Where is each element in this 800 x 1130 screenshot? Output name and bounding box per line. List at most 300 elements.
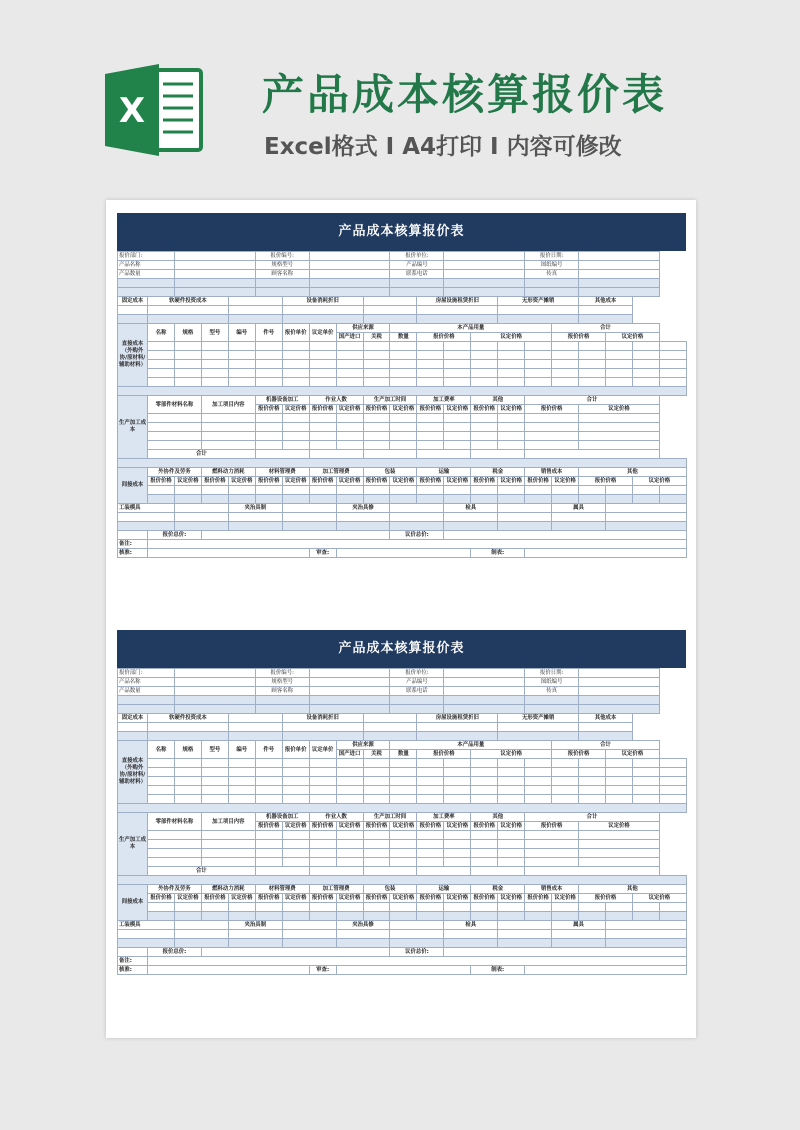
table-cell[interactable] [579,786,606,795]
table-cell[interactable] [498,930,552,939]
table-cell[interactable] [174,759,201,768]
table-cell[interactable] [309,759,336,768]
table-cell[interactable] [363,441,390,450]
table-cell[interactable] [390,513,444,522]
table-cell[interactable] [579,912,606,921]
table-cell[interactable] [255,414,282,423]
table-cell[interactable] [282,831,309,840]
table-cell[interactable] [118,288,175,297]
table-cell[interactable] [309,786,336,795]
table-cell[interactable] [228,378,255,387]
table-cell[interactable] [118,459,687,468]
table-cell[interactable] [498,723,579,732]
table-cell[interactable] [201,486,228,495]
table-cell[interactable] [471,441,498,450]
table-cell[interactable] [309,777,336,786]
table-cell[interactable] [255,495,282,504]
table-cell[interactable] [282,849,309,858]
table-cell[interactable] [228,777,255,786]
table-cell[interactable] [390,696,444,705]
table-cell[interactable] [390,939,444,948]
table-cell[interactable] [255,279,309,288]
table-cell[interactable] [336,414,363,423]
table-cell[interactable] [174,921,228,930]
table-cell[interactable] [498,903,525,912]
table-cell[interactable] [201,351,228,360]
table-cell[interactable] [336,858,363,867]
table-cell[interactable] [444,831,471,840]
table-cell[interactable] [336,768,363,777]
table-cell[interactable] [174,903,201,912]
table-cell[interactable] [632,486,659,495]
table-cell[interactable] [552,360,579,369]
table-cell[interactable] [471,840,498,849]
table-cell[interactable] [498,306,579,315]
table-cell[interactable] [282,522,336,531]
table-cell[interactable] [444,795,471,804]
table-cell[interactable] [471,777,498,786]
table-cell[interactable] [255,867,309,876]
table-cell[interactable] [309,342,336,351]
table-cell[interactable] [525,279,579,288]
table-cell[interactable] [201,948,390,957]
table-cell[interactable] [471,378,498,387]
table-cell[interactable] [552,930,606,939]
table-cell[interactable] [498,513,552,522]
table-cell[interactable] [579,903,606,912]
table-cell[interactable] [659,351,686,360]
table-cell[interactable] [255,342,282,351]
table-cell[interactable] [606,930,687,939]
table-cell[interactable] [390,831,417,840]
table-cell[interactable] [525,432,579,441]
table-cell[interactable] [228,759,255,768]
table-cell[interactable] [659,786,686,795]
table-cell[interactable] [632,351,659,360]
table-cell[interactable] [579,351,606,360]
table-cell[interactable] [118,705,175,714]
table-cell[interactable] [498,315,579,324]
table-cell[interactable] [174,513,228,522]
table-cell[interactable] [363,342,390,351]
table-cell[interactable] [471,786,498,795]
table-cell[interactable] [659,795,686,804]
table-cell[interactable] [336,522,390,531]
table-cell[interactable] [632,912,659,921]
table-cell[interactable] [390,849,417,858]
table-cell[interactable] [255,759,282,768]
table-cell[interactable] [255,831,282,840]
table-cell[interactable] [201,759,228,768]
table-cell[interactable] [552,522,606,531]
table-cell[interactable] [201,378,228,387]
table-cell[interactable] [498,522,552,531]
table-cell[interactable] [659,912,686,921]
table-cell[interactable] [228,939,282,948]
table-cell[interactable] [498,759,525,768]
table-cell[interactable] [336,495,363,504]
table-cell[interactable] [148,759,175,768]
table-cell[interactable] [498,939,552,948]
table-cell[interactable] [632,903,659,912]
table-cell[interactable] [525,786,552,795]
table-cell[interactable] [471,414,498,423]
table-cell[interactable] [363,378,390,387]
table-cell[interactable] [363,777,390,786]
table-cell[interactable] [174,930,228,939]
table-cell[interactable] [309,279,390,288]
table-cell[interactable] [417,378,444,387]
table-cell[interactable] [390,360,417,369]
table-cell[interactable] [632,369,659,378]
table-cell[interactable] [282,858,309,867]
table-cell[interactable] [390,858,417,867]
table-cell[interactable] [525,486,552,495]
table-cell[interactable] [174,252,255,261]
table-cell[interactable] [444,849,471,858]
table-cell[interactable] [579,261,660,270]
table-cell[interactable] [174,369,201,378]
table-cell[interactable] [148,957,687,966]
table-cell[interactable] [363,831,390,840]
table-cell[interactable] [606,912,633,921]
table-cell[interactable] [552,903,579,912]
table-cell[interactable] [363,297,417,306]
table-cell[interactable] [309,840,336,849]
table-cell[interactable] [363,867,417,876]
table-cell[interactable] [579,423,660,432]
table-cell[interactable] [390,903,417,912]
table-cell[interactable] [471,759,498,768]
table-cell[interactable] [525,849,579,858]
table-cell[interactable] [336,369,363,378]
table-cell[interactable] [174,342,201,351]
table-cell[interactable] [498,849,525,858]
table-cell[interactable] [390,495,417,504]
table-cell[interactable] [417,441,444,450]
table-cell[interactable] [228,912,255,921]
table-cell[interactable] [444,288,525,297]
table-cell[interactable] [255,777,282,786]
table-cell[interactable] [336,360,363,369]
table-cell[interactable] [417,351,444,360]
table-cell[interactable] [498,777,525,786]
table-cell[interactable] [444,522,498,531]
table-cell[interactable] [444,678,525,687]
table-cell[interactable] [336,786,363,795]
table-cell[interactable] [390,759,417,768]
table-cell[interactable] [606,768,633,777]
table-cell[interactable] [444,948,686,957]
table-cell[interactable] [552,351,579,360]
table-cell[interactable] [552,786,579,795]
table-cell[interactable] [552,378,579,387]
table-cell[interactable] [525,840,579,849]
table-cell[interactable] [309,423,336,432]
table-cell[interactable] [525,441,579,450]
table-cell[interactable] [363,450,417,459]
table-cell[interactable] [118,522,175,531]
table-cell[interactable] [471,903,498,912]
table-cell[interactable] [579,723,633,732]
table-cell[interactable] [552,486,579,495]
table-cell[interactable] [282,939,336,948]
table-cell[interactable] [363,795,390,804]
table-cell[interactable] [390,930,444,939]
table-cell[interactable] [228,714,282,723]
table-cell[interactable] [498,369,525,378]
table-cell[interactable] [282,513,336,522]
table-cell[interactable] [659,360,686,369]
table-cell[interactable] [363,360,390,369]
table-cell[interactable] [579,342,606,351]
table-cell[interactable] [282,840,309,849]
table-cell[interactable] [444,414,471,423]
table-cell[interactable] [659,378,686,387]
table-cell[interactable] [498,414,525,423]
table-cell[interactable] [148,840,202,849]
table-cell[interactable] [228,315,282,324]
table-cell[interactable] [525,378,552,387]
table-cell[interactable] [417,432,444,441]
table-cell[interactable] [282,495,309,504]
table-cell[interactable] [390,795,417,804]
table-cell[interactable] [525,696,579,705]
table-cell[interactable] [255,705,309,714]
table-cell[interactable] [471,858,498,867]
table-cell[interactable] [363,732,417,741]
table-cell[interactable] [444,840,471,849]
table-cell[interactable] [444,903,471,912]
table-cell[interactable] [471,495,498,504]
table-cell[interactable] [417,450,471,459]
table-cell[interactable] [282,768,309,777]
table-cell[interactable] [201,849,255,858]
table-cell[interactable] [201,786,228,795]
table-cell[interactable] [471,849,498,858]
table-cell[interactable] [606,369,633,378]
table-cell[interactable] [417,723,498,732]
table-cell[interactable] [255,288,309,297]
table-cell[interactable] [148,849,202,858]
table-cell[interactable] [579,486,606,495]
table-cell[interactable] [309,768,336,777]
table-cell[interactable] [148,777,175,786]
table-cell[interactable] [228,297,282,306]
table-cell[interactable] [174,495,201,504]
table-cell[interactable] [390,486,417,495]
table-cell[interactable] [228,351,255,360]
table-cell[interactable] [148,306,229,315]
table-cell[interactable] [606,921,687,930]
table-cell[interactable] [336,966,471,975]
table-cell[interactable] [363,786,390,795]
table-cell[interactable] [282,414,309,423]
table-cell[interactable] [118,948,148,957]
table-cell[interactable] [363,315,417,324]
table-cell[interactable] [174,705,255,714]
table-cell[interactable] [417,777,444,786]
table-cell[interactable] [606,486,633,495]
table-cell[interactable] [417,423,444,432]
table-cell[interactable] [282,351,309,360]
table-cell[interactable] [471,912,498,921]
table-cell[interactable] [363,351,390,360]
table-cell[interactable] [579,360,606,369]
table-cell[interactable] [579,831,660,840]
table-cell[interactable] [579,732,633,741]
table-cell[interactable] [118,531,148,540]
table-cell[interactable] [148,723,229,732]
table-cell[interactable] [201,495,228,504]
table-cell[interactable] [228,732,282,741]
table-cell[interactable] [525,495,552,504]
table-cell[interactable] [118,696,175,705]
table-cell[interactable] [118,315,148,324]
table-cell[interactable] [444,912,471,921]
table-cell[interactable] [201,768,228,777]
table-cell[interactable] [471,450,525,459]
table-cell[interactable] [579,858,660,867]
table-cell[interactable] [309,687,390,696]
table-cell[interactable] [228,342,255,351]
table-cell[interactable] [579,696,660,705]
table-cell[interactable] [444,513,498,522]
table-cell[interactable] [579,306,633,315]
table-cell[interactable] [148,912,175,921]
table-cell[interactable] [390,768,417,777]
table-cell[interactable] [336,441,363,450]
table-cell[interactable] [228,786,255,795]
table-cell[interactable] [498,351,525,360]
table-cell[interactable] [579,840,660,849]
table-cell[interactable] [471,351,498,360]
table-cell[interactable] [363,306,417,315]
table-cell[interactable] [390,423,417,432]
table-cell[interactable] [309,705,390,714]
table-cell[interactable] [282,921,336,930]
table-cell[interactable] [309,270,390,279]
table-cell[interactable] [255,378,282,387]
table-cell[interactable] [148,831,202,840]
table-cell[interactable] [417,342,444,351]
table-cell[interactable] [148,495,175,504]
table-cell[interactable] [148,858,202,867]
table-cell[interactable] [632,795,659,804]
table-cell[interactable] [606,795,633,804]
table-cell[interactable] [632,786,659,795]
table-cell[interactable] [282,378,309,387]
table-cell[interactable] [659,903,686,912]
table-cell[interactable] [579,777,606,786]
table-cell[interactable] [282,759,309,768]
table-cell[interactable] [309,903,336,912]
table-cell[interactable] [363,714,417,723]
table-cell[interactable] [417,759,444,768]
table-cell[interactable] [579,279,660,288]
table-cell[interactable] [363,495,390,504]
table-cell[interactable] [174,378,201,387]
table-cell[interactable] [525,450,660,459]
table-cell[interactable] [148,966,310,975]
table-cell[interactable] [606,522,687,531]
table-cell[interactable] [255,360,282,369]
table-cell[interactable] [444,930,498,939]
table-cell[interactable] [606,342,633,351]
table-cell[interactable] [525,912,552,921]
table-cell[interactable] [201,342,228,351]
table-cell[interactable] [201,858,255,867]
table-cell[interactable] [417,732,498,741]
table-cell[interactable] [174,288,255,297]
table-cell[interactable] [309,288,390,297]
table-cell[interactable] [255,351,282,360]
table-cell[interactable] [632,768,659,777]
table-cell[interactable] [309,486,336,495]
table-cell[interactable] [632,759,659,768]
table-cell[interactable] [498,360,525,369]
table-cell[interactable] [174,687,255,696]
table-cell[interactable] [444,378,471,387]
table-cell[interactable] [282,306,363,315]
table-cell[interactable] [498,423,525,432]
table-cell[interactable] [444,669,525,678]
table-cell[interactable] [498,912,525,921]
table-cell[interactable] [148,768,175,777]
table-cell[interactable] [471,342,498,351]
table-cell[interactable] [444,252,525,261]
table-cell[interactable] [579,795,606,804]
table-cell[interactable] [525,369,552,378]
table-cell[interactable] [336,777,363,786]
table-cell[interactable] [255,369,282,378]
table-cell[interactable] [525,351,552,360]
table-cell[interactable] [336,486,363,495]
table-cell[interactable] [148,432,202,441]
table-cell[interactable] [174,504,228,513]
table-cell[interactable] [118,723,148,732]
table-cell[interactable] [228,930,282,939]
table-cell[interactable] [498,732,579,741]
table-cell[interactable] [390,912,417,921]
table-cell[interactable] [201,795,228,804]
table-cell[interactable] [282,315,363,324]
table-cell[interactable] [659,759,686,768]
table-cell[interactable] [309,252,390,261]
table-cell[interactable] [390,504,444,513]
table-cell[interactable] [552,759,579,768]
table-cell[interactable] [255,696,309,705]
table-cell[interactable] [228,513,282,522]
table-cell[interactable] [363,903,390,912]
table-cell[interactable] [390,786,417,795]
table-cell[interactable] [336,903,363,912]
table-cell[interactable] [363,486,390,495]
table-cell[interactable] [444,858,471,867]
table-cell[interactable] [255,768,282,777]
table-cell[interactable] [282,795,309,804]
table-cell[interactable] [444,486,471,495]
table-cell[interactable] [336,840,363,849]
table-cell[interactable] [444,441,471,450]
table-cell[interactable] [525,903,552,912]
table-cell[interactable] [659,342,686,351]
table-cell[interactable] [282,786,309,795]
table-cell[interactable] [148,732,229,741]
table-cell[interactable] [552,777,579,786]
table-cell[interactable] [632,495,659,504]
table-cell[interactable] [471,831,498,840]
